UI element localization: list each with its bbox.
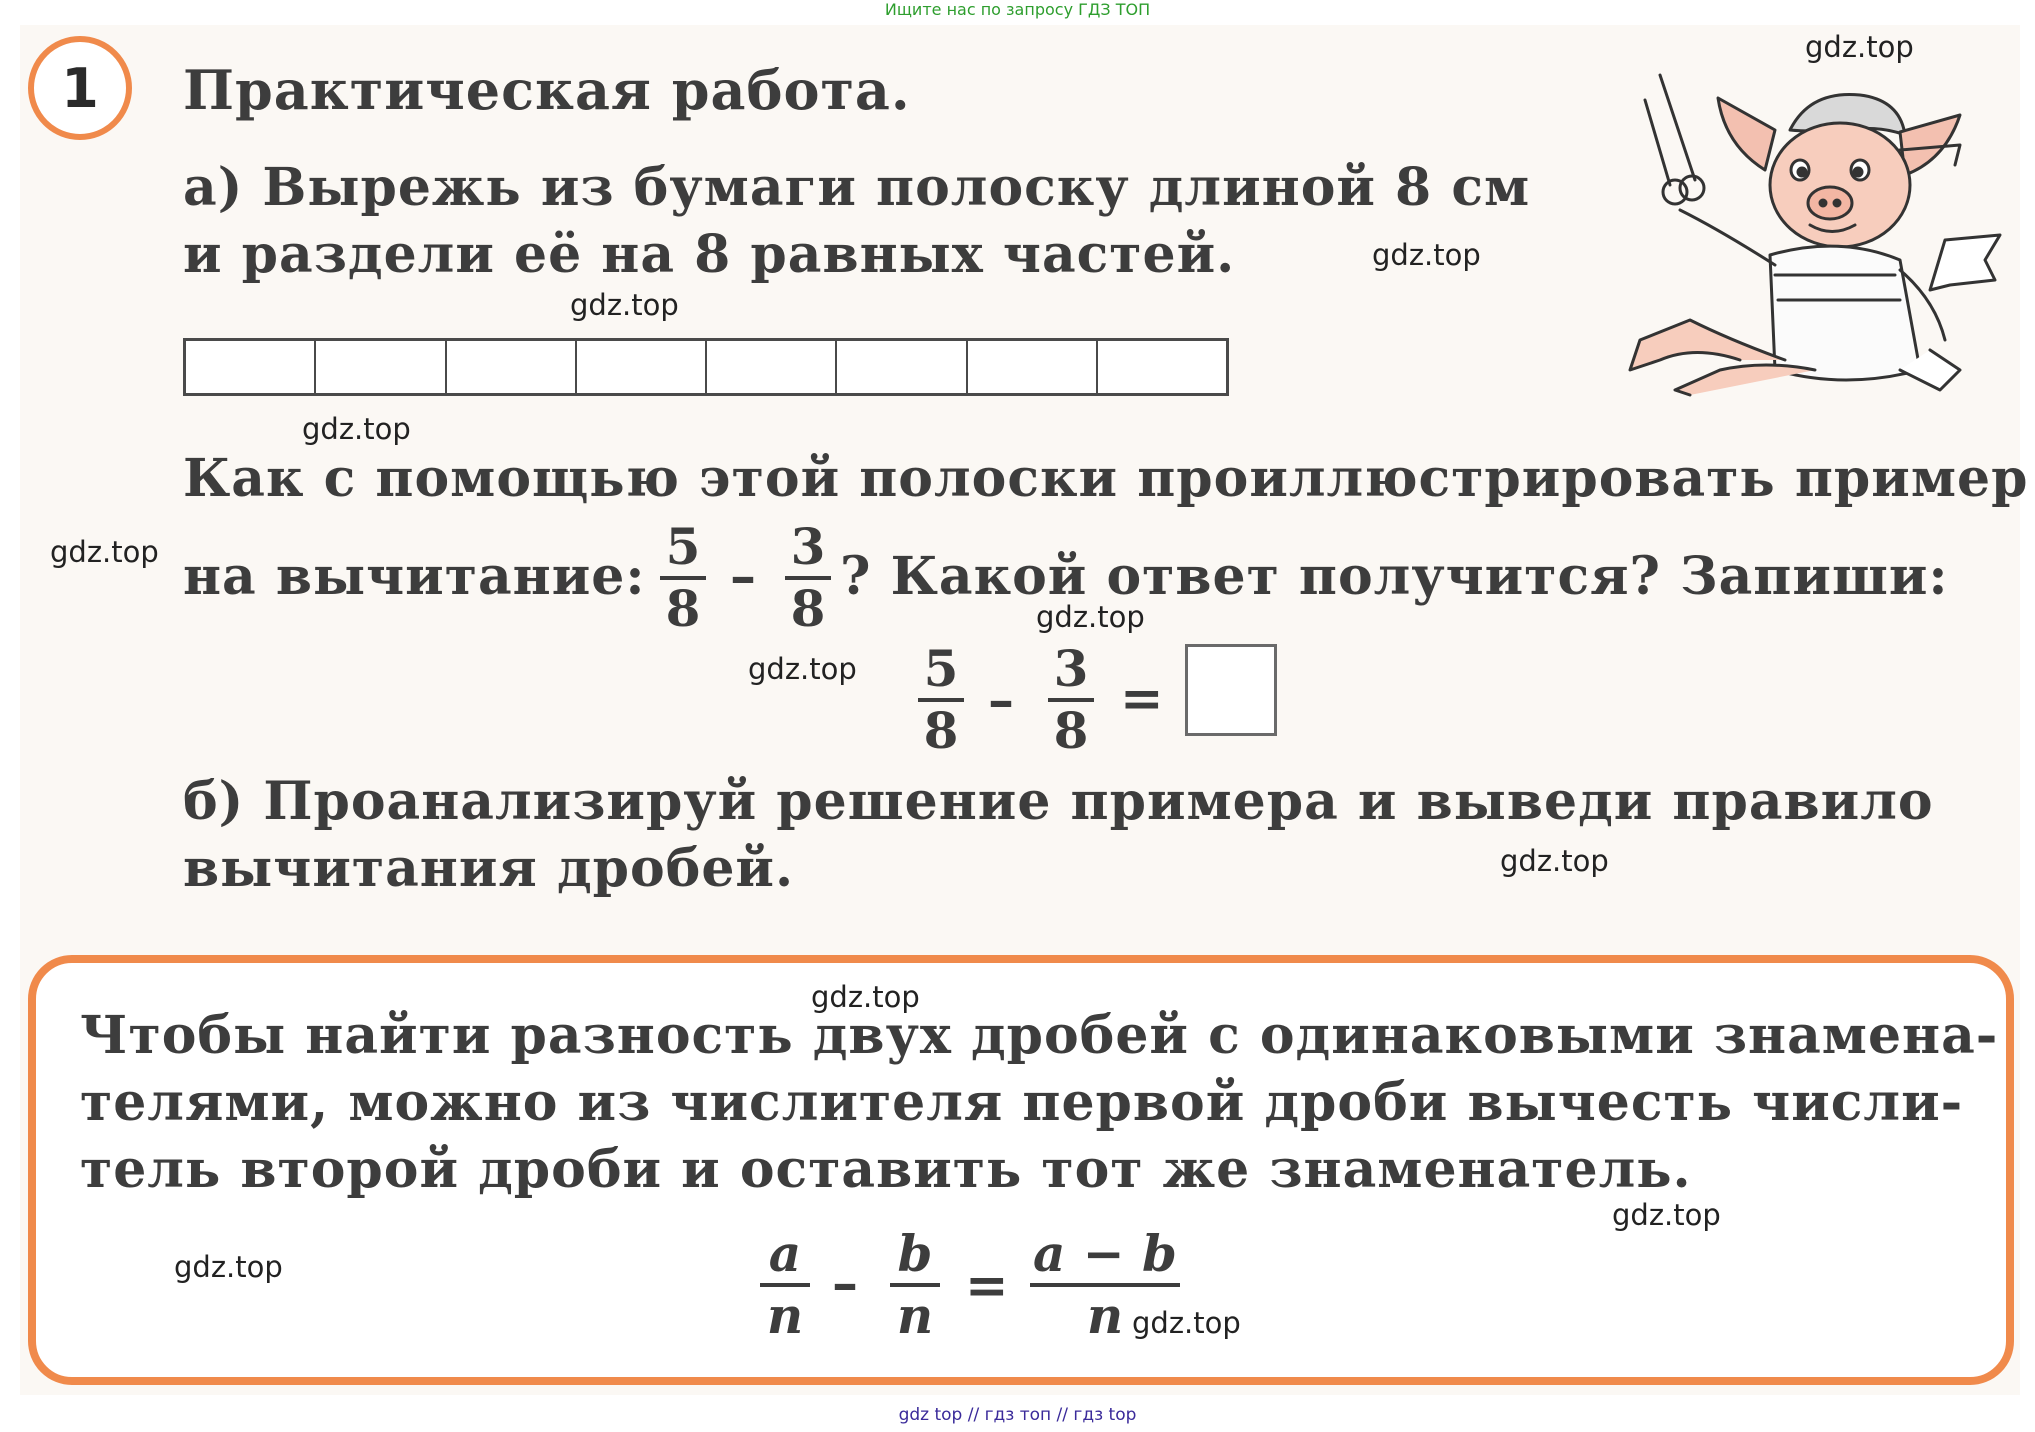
fraction-numerator: 3 — [1053, 639, 1089, 698]
inline-fraction-5-8 — [660, 518, 706, 638]
watermark: gdz.top — [811, 980, 920, 1014]
question-line-2-end: ? Какой ответ получится? Запиши: — [840, 546, 1949, 607]
watermark: gdz.top — [302, 412, 411, 446]
part-a-line-2: и раздели её на 8 равных частей. — [183, 224, 1236, 285]
fraction-numerator: b — [897, 1224, 933, 1283]
answer-box[interactable] — [1185, 644, 1277, 736]
watermark: gdz.top — [570, 288, 679, 322]
watermark: gdz.top — [1805, 30, 1914, 64]
part-b-line-1: б) Проанализируй решение примера и выведи правило — [183, 771, 1934, 832]
rule-line-3: тель второй дроби и оставить тот же знаменатель. — [80, 1139, 1692, 1200]
equals-sign: = — [965, 1255, 1009, 1316]
part-b-line-2: вычитания дробей. — [183, 838, 795, 899]
formula-fraction-a-n — [760, 1225, 810, 1345]
pig-with-scissors-illustration — [1600, 70, 2010, 420]
fraction-numerator: 3 — [790, 517, 826, 576]
fraction-numerator: a − b — [1032, 1224, 1178, 1283]
watermark: gdz.top — [1372, 238, 1481, 272]
rule-line-2: телями, можно из числителя первой дроби вычесть числи- — [80, 1072, 1964, 1133]
strip-part — [316, 341, 446, 393]
question-line-1: Как с помощью этой полоски проиллюстрировать пример — [183, 448, 2029, 509]
fraction-denominator: 8 — [1053, 701, 1089, 760]
minus-sign: – — [730, 546, 756, 607]
task-number-badge: 1 — [28, 36, 132, 140]
watermark: gdz.top — [1132, 1306, 1241, 1340]
paper-strip — [183, 338, 1229, 396]
fraction-denominator: n — [1086, 1286, 1124, 1345]
inline-fraction-3-8 — [785, 518, 831, 638]
equation-fraction-5-8 — [918, 640, 964, 760]
fraction-denominator: 8 — [790, 579, 826, 638]
fraction-numerator: 5 — [665, 517, 701, 576]
rule-line-1: Чтобы найти разность двух дробей с одинаковыми знамена- — [80, 1005, 1999, 1066]
minus-sign: – — [988, 670, 1014, 731]
strip-part — [577, 341, 707, 393]
minus-sign: – — [832, 1253, 858, 1314]
top-banner[interactable]: Ищите нас по запросу ГДЗ ТОП — [884, 0, 1151, 19]
equation-fraction-3-8 — [1048, 640, 1094, 760]
question-line-2-start: на вычитание: — [183, 546, 646, 607]
part-a-line-1: а) Вырежь из бумаги полоску длиной 8 см — [183, 157, 1531, 218]
strip-part — [447, 341, 577, 393]
fraction-denominator: n — [766, 1286, 804, 1345]
task-heading: Практическая работа. — [183, 58, 911, 122]
fraction-denominator: n — [896, 1286, 934, 1345]
watermark: gdz.top — [1036, 600, 1145, 634]
watermark: gdz.top — [748, 652, 857, 686]
fraction-denominator: 8 — [923, 701, 959, 760]
formula-fraction-b-n — [890, 1225, 940, 1345]
bottom-banner[interactable]: gdz top // гдз топ // гдз top — [898, 1405, 1137, 1425]
watermark: gdz.top — [50, 535, 159, 569]
watermark: gdz.top — [1500, 844, 1609, 878]
strip-part — [968, 341, 1098, 393]
fraction-numerator: 5 — [923, 639, 959, 698]
strip-part — [837, 341, 967, 393]
equals-sign: = — [1120, 668, 1164, 729]
watermark: gdz.top — [1612, 1198, 1721, 1232]
watermark: gdz.top — [174, 1250, 283, 1284]
strip-part — [1098, 341, 1226, 393]
fraction-denominator: 8 — [665, 579, 701, 638]
strip-part — [186, 341, 316, 393]
strip-part — [707, 341, 837, 393]
fraction-numerator: a — [768, 1224, 802, 1283]
